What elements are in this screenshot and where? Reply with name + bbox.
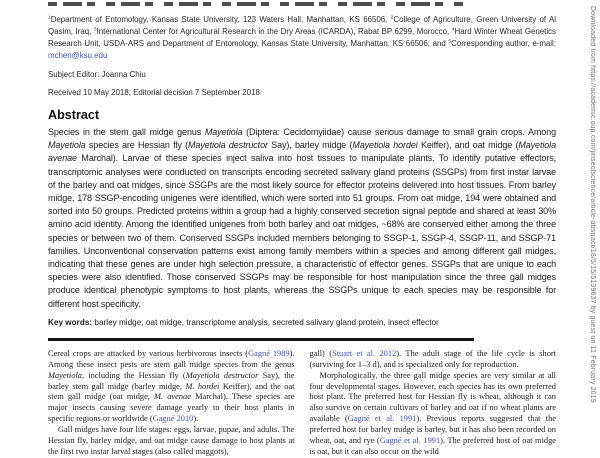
- affiliation-superscript: 2: [390, 15, 394, 21]
- affiliation-superscript: 3: [93, 27, 97, 33]
- citation-link[interactable]: Gagné et al. 1991: [379, 436, 441, 446]
- text-segment: Keiffer), and oat midge (: [417, 140, 519, 151]
- citation-link[interactable]: Gagné et al. 1991: [347, 414, 417, 424]
- body-paragraph: [48, 425, 295, 458]
- text-segment: Mayetiola: [204, 127, 243, 137]
- text-segment: Say), barley midge (: [267, 140, 353, 151]
- body-paragraph: [310, 349, 557, 371]
- keywords-line: [48, 317, 556, 328]
- received-dates-line: Received 10 May 2018; Editorial decision 7 September 2018: [48, 88, 260, 97]
- text-segment: species are Hessian fly (: [85, 140, 188, 151]
- text-segment: ). Among these insect pests are stem gall midge species from the genus: [48, 348, 295, 369]
- text-segment: Corresponding author, e-mail:: [451, 39, 557, 48]
- text-segment: Keiffer), and the oat stem gall midge (oat midge,: [48, 381, 295, 402]
- text-segment: Mayetiola hordei: [352, 140, 418, 151]
- text-segment: M. hordei: [185, 381, 220, 391]
- text-segment: Say), the barley stem gall midge (barley midge,: [48, 370, 295, 391]
- keywords-label: Key words:: [48, 317, 93, 327]
- download-provenance-watermark: Downloaded from https://academic.oup.com/jinsectscience/article-abstract/18/5/15/5139637 by guest on 11 February 2019: [589, 6, 596, 403]
- text-segment: (Diptera: Cecidomyiidae) cause serious damage to small grain crops. Among: [242, 127, 556, 137]
- text-segment: Marchal). These species are major insects causing severe damage yearly to their host plants in specific regions or worldwide (: [48, 392, 295, 424]
- text-segment: Gall midges have four life stages: eggs, larvae, pupae, and adults. The Hessian fly, barley midge, and oat midge cause damage to host plants at the first two instar larval stages (also called maggots),: [48, 425, 295, 456]
- text-segment: Mayetiola: [48, 370, 82, 380]
- text-segment: gall) (: [309, 348, 333, 358]
- text-segment: College of Agriculture, Green University of Al Qasim, Iraq,: [48, 15, 556, 36]
- body-paragraph: [48, 349, 295, 425]
- citation-link[interactable]: Gagné 2010: [152, 414, 194, 424]
- text-segment: Species in the stem gall midge genus: [48, 127, 205, 137]
- abstract-text: [48, 126, 556, 311]
- text-segment: , including the Hessian fly (: [81, 370, 186, 380]
- text-segment: Marchal). Larvae of these species inject saliva into host tissues to manipulate plants. To identify putative effectors, transcriptomic analyses were conducted on transcripts encoding secreted salivary gland proteins (SSGPs) from first instar larvae of the barley and oat midges, since SSGPs are the most likely source for effector proteins delivered into host tissues. From barley midge, 178 SSGP-encoding unigenes were identified, which were sorted into 51 groups. From oat midge, 194 were obtained and sorted into 50 groups. Predicted proteins within a group had a highly conserved secretion signal peptide and shared at least 30% amino acid identity. Among the identified unigenes from both barley and oat midges, ~68% are conserved either among the three species or between two of them. Conserved SSGPs included members belonging to SSGP-1, SSGP-4, SSGP-11, and SSGP-71 families. Unconventional conservation patterns exist among family members within a species and among different gall midges, indicating that these genes are under high selection pressure, a characteristic of effector genes. SSGPs that are unique to each species were also identified. Those conserved SSGPs may be responsible for host manipulation since the three gall midges produce identical phenotypic symptoms to host plants, whereas the SSGPs unique to each species may be responsible for different host specificity.: [48, 153, 556, 309]
- citation-link[interactable]: Gagné 1989: [248, 348, 290, 358]
- abstract-heading: Abstract: [48, 108, 100, 122]
- text-segment: M. avenae: [154, 392, 191, 402]
- right-column: [310, 349, 557, 458]
- affiliation-superscript: 4: [451, 27, 455, 33]
- keywords-list: barley midge, oat midge, transcriptome analysis, secreted salivary gland protein, insect effector: [92, 317, 439, 327]
- affiliations: [48, 14, 556, 62]
- citation-link[interactable]: Stuart et al. 2012: [332, 348, 397, 358]
- text-segment: Mayetiola avenae: [48, 140, 556, 164]
- text-segment: ).: [193, 414, 199, 424]
- left-column: [48, 349, 295, 458]
- affiliation-superscript: 5: [448, 39, 452, 45]
- subject-editor-line: Subject Editor: Joanna Chiu: [48, 70, 146, 79]
- affiliation-superscript: 1: [48, 15, 51, 21]
- text-segment: Cereal crops are attacked by various herbivorous insects (: [48, 348, 249, 358]
- article-page: [48, 2, 556, 458]
- article-body: [48, 349, 556, 458]
- body-paragraph: [310, 371, 557, 458]
- email-link[interactable]: mchen@ksu.edu: [48, 51, 108, 60]
- text-segment: International Center for Agricultural Research in the Dry Areas (ICARDA), Rabat BP 6299, Morocco,: [96, 27, 452, 36]
- text-segment: Morphologically, the three gall midge species are very similar at all four developmental stages. However, each species has its own preferred host plant. The preferred host for Hessian fly is wheat, although it can also survive on certain cultivars of barley and oat if no wheat plants are available (: [309, 370, 556, 424]
- section-divider-rule: [48, 338, 474, 341]
- text-segment: ). Previous reports suggested that the preferred host for barley midge is barley, but it has also been recorded on wheat, oat, and rye (: [309, 414, 556, 446]
- text-segment: ). The adult stage of the life cycle is short (surviving for 1–3 d), and is specialized only for reproduction.: [309, 348, 557, 369]
- cropped-author-line-remnant: [48, 2, 466, 6]
- text-segment: Department of Entomology, Kansas State University, 123 Waters Hall, Manhattan, KS 66506,: [50, 15, 391, 24]
- text-segment: Mayetiola destructor: [187, 140, 268, 151]
- text-segment: Mayetiola: [48, 140, 86, 151]
- text-segment: Hard Winter Wheat Genetics Research Unit, USDA-ARS and Department of Entomology, Kansas State University, Manhattan, KS 66506, and: [48, 27, 556, 48]
- text-segment: Mayetiola destructor: [185, 370, 259, 380]
- text-segment: ). The preferred host of oat midge is oat, but it can also occur on the wild: [309, 436, 556, 456]
